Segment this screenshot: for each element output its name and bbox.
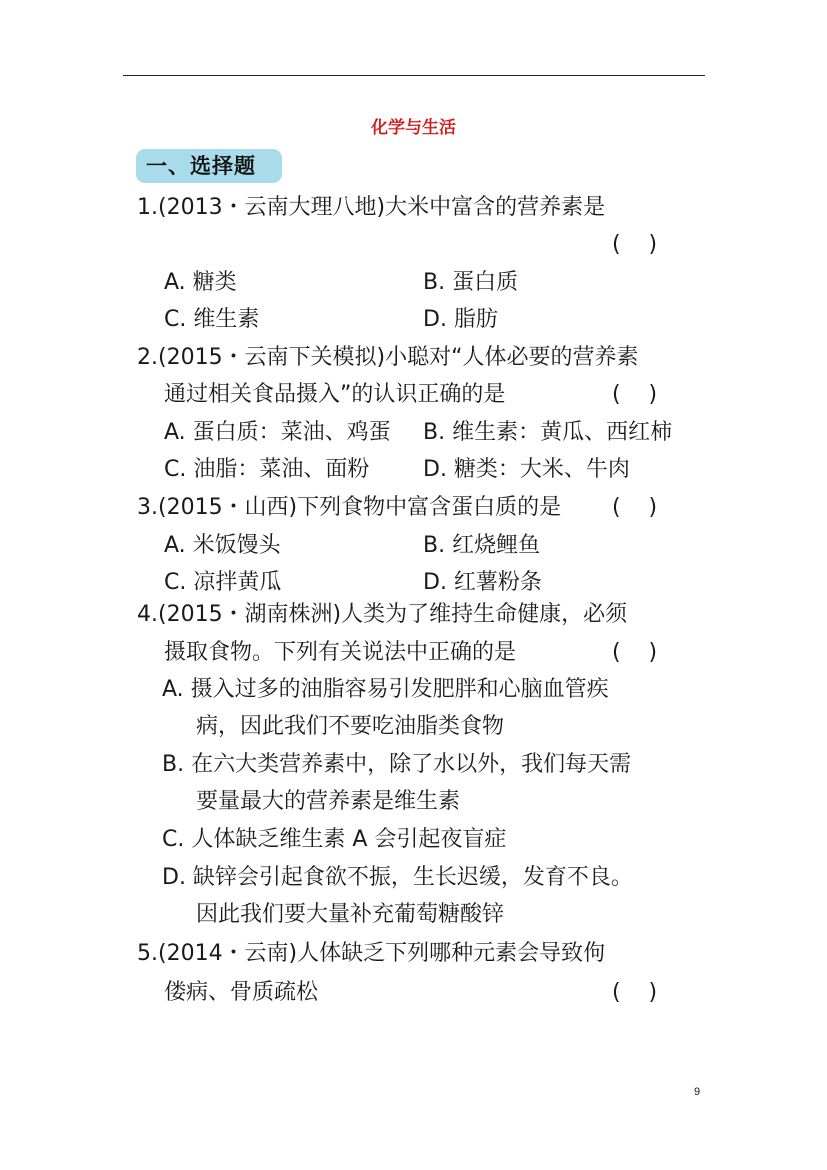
answer-bracket: ( ) xyxy=(612,495,658,520)
option-a: A. 蛋白质：菜油、鸡蛋 xyxy=(164,420,391,445)
section-heading: 一、选择题 xyxy=(136,149,282,183)
option-a: A. 糖类 xyxy=(164,270,237,295)
question-4-stem-line2: 摄取食物。下列有关说法中正确的是 xyxy=(164,640,517,665)
option-b: B. 在六大类营养素中，除了水以外，我们每天需 xyxy=(162,752,632,777)
question-2-stem: 2.(2015・云南下关模拟)小聪对“人体必要的营养素 xyxy=(137,345,639,370)
option-d: D. 红薯粉条 xyxy=(423,570,542,595)
question-1-stem: 1.(2013・云南大理八地)大米中富含的营养素是 xyxy=(137,195,606,220)
answer-bracket: ( ) xyxy=(612,980,658,1005)
question-3-stem: 3.(2015・山西)下列食物中富含蛋白质的是 xyxy=(137,495,562,520)
answer-bracket: ( ) xyxy=(612,232,658,257)
option-c: C. 人体缺乏维生素 A 会引起夜盲症 xyxy=(162,827,507,852)
option-a-line2: 病，因此我们不要吃油脂类食物 xyxy=(196,714,505,739)
option-c: C. 凉拌黄瓜 xyxy=(164,570,282,595)
page-number: 9 xyxy=(694,1086,701,1098)
option-b: B. 红烧鲤鱼 xyxy=(423,533,541,558)
option-c: C. 维生素 xyxy=(164,307,260,332)
option-b: B. 维生素：黄瓜、西红柿 xyxy=(423,420,673,445)
option-d-line2: 因此我们要大量补充葡萄糖酸锌 xyxy=(196,902,505,927)
question-5-stem-line2: 偻病、骨质疏松 xyxy=(164,980,319,1005)
question-4-stem: 4.(2015・湖南株洲)人类为了维持生命健康，必须 xyxy=(137,602,628,627)
answer-bracket: ( ) xyxy=(612,640,658,665)
option-d: D. 缺锌会引起食欲不振，生长迟缓，发育不良。 xyxy=(162,865,633,890)
option-d: D. 脂肪 xyxy=(423,307,498,332)
header-rule xyxy=(123,75,705,76)
option-d: D. 糖类：大米、牛肉 xyxy=(423,457,630,482)
option-b-line2: 要量最大的营养素是维生素 xyxy=(196,789,461,814)
option-c: C. 油脂：菜油、面粉 xyxy=(164,457,370,482)
question-2-stem-line2: 通过相关食品摄入”的认识正确的是 xyxy=(164,382,506,407)
option-a: A. 米饭馒头 xyxy=(164,533,281,558)
option-a: A. 摄入过多的油脂容易引发肥胖和心脑血管疾 xyxy=(162,677,609,702)
answer-bracket: ( ) xyxy=(612,382,658,407)
option-b: B. 蛋白质 xyxy=(423,270,519,295)
question-5-stem: 5.(2014・云南)人体缺乏下列哪种元素会导致佝 xyxy=(137,941,606,966)
page-title: 化学与生活 xyxy=(371,118,456,138)
